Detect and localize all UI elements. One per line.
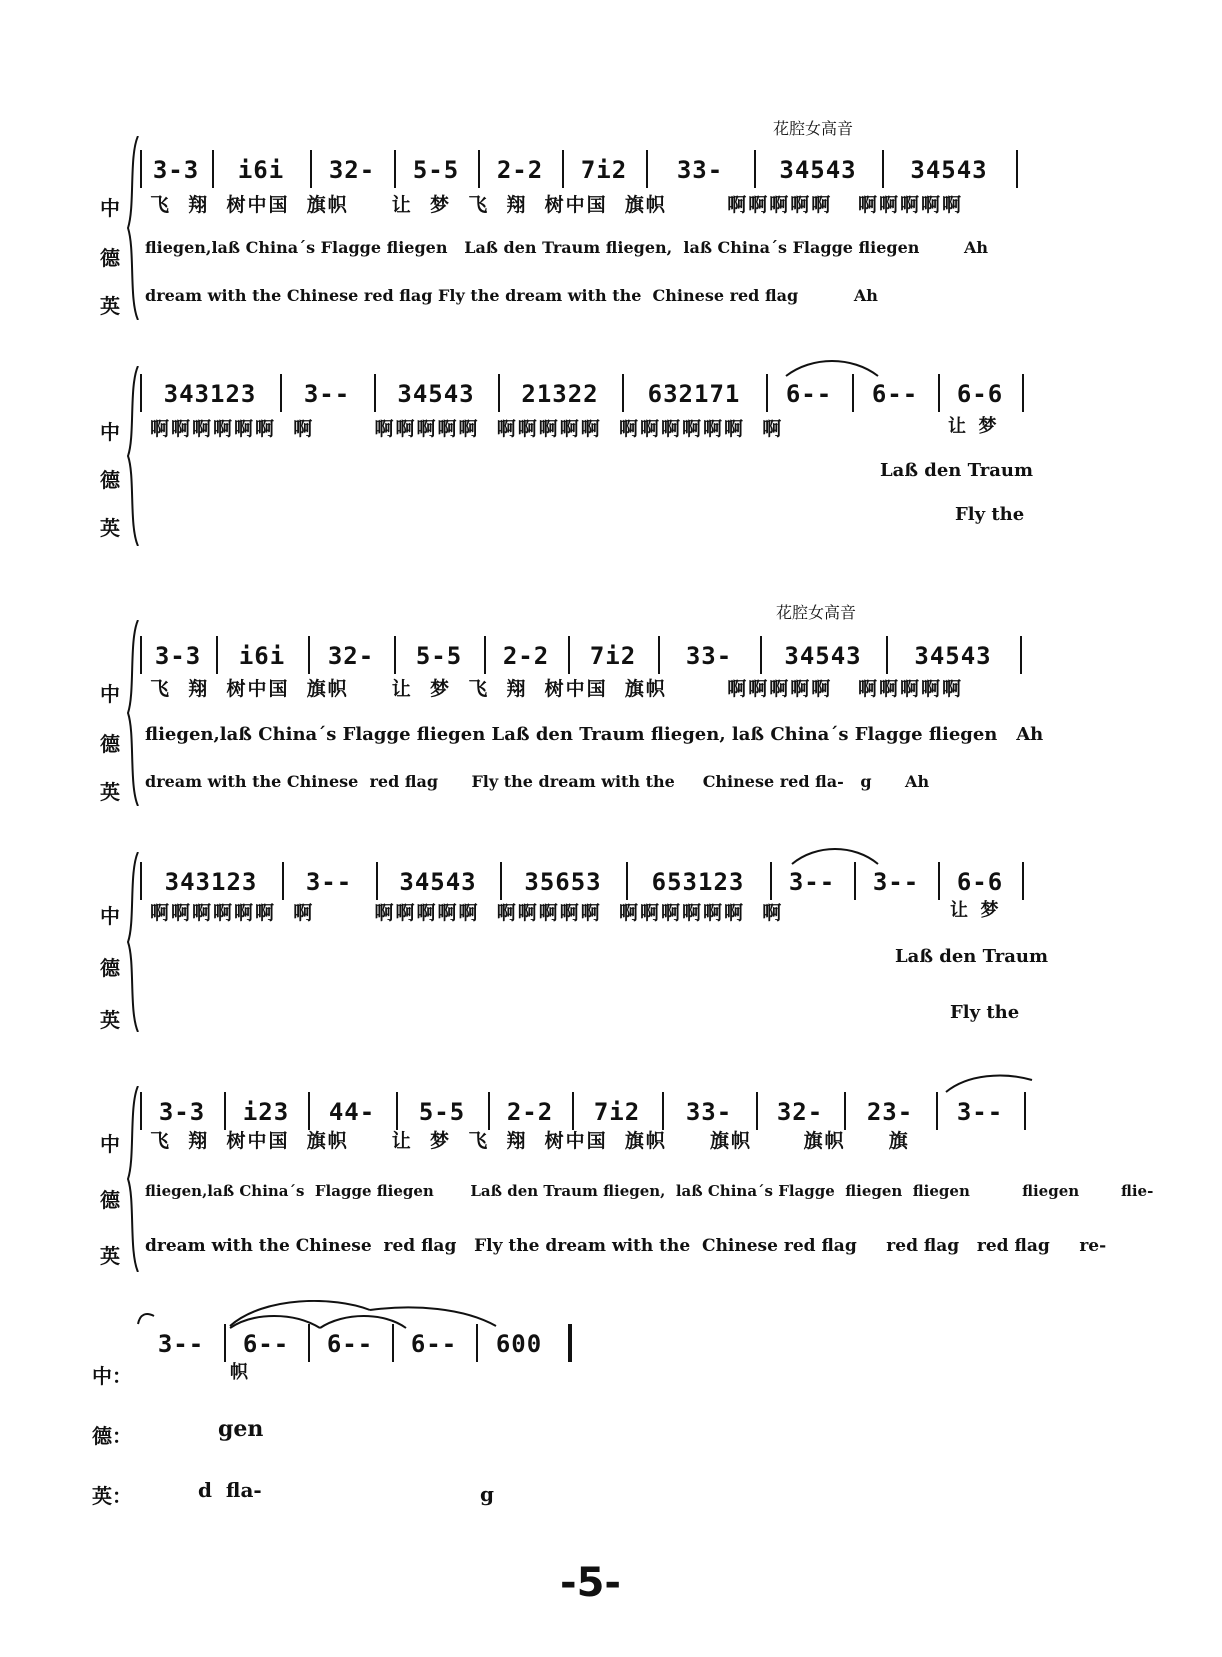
lyrics-zh-right: 让 梦 (948, 416, 997, 437)
label-en: 英 (100, 516, 120, 540)
measure: i6i (238, 642, 286, 670)
measure: 3-- (788, 868, 836, 896)
measure: 34543 (914, 642, 992, 670)
label-en: 英 (100, 780, 120, 804)
lyrics-en: dream with the Chinese red flag Fly the dream with the Chinese red flag Ah (145, 286, 878, 305)
measure: 21322 (521, 380, 599, 408)
lyrics-en: dream with the Chinese red flag Fly the dream with the Chinese red fla- g Ah (145, 772, 930, 791)
measure: 34543 (784, 642, 862, 670)
system-2 (0, 356, 1222, 546)
annotation-coloratura-soprano: 花腔女高音 (776, 603, 857, 622)
measure: 7i2 (589, 642, 637, 670)
measure: 34543 (399, 868, 477, 896)
measure: 2-2 (502, 642, 550, 670)
measure: 2-2 (506, 1098, 554, 1126)
lyrics-en: d fla- (198, 1478, 262, 1502)
measure: 3-- (872, 868, 920, 896)
lyrics-zh: 飞 翔 树中国 旗帜 让 梦 飞 翔 树中国 旗帜 啊啊啊啊啊 啊啊啊啊啊 (150, 194, 964, 216)
measure: 632171 (647, 380, 741, 408)
measure: 6-- (410, 1330, 458, 1358)
system-brace (127, 1086, 139, 1272)
tie (782, 358, 882, 378)
system-final (0, 1300, 1222, 1530)
lyrics-zh: 飞 翔 树中国 旗帜 让 梦 飞 翔 树中国 旗帜 旗帜 旗帜 旗 (150, 1130, 910, 1152)
label-en: 英 (100, 294, 120, 318)
label-zh: 中： (92, 1364, 132, 1388)
lyrics-de: fliegen,laß China´s Flagge fliegen Laß den Traum fliegen, laß China´s Flagge fliegen Ah (145, 724, 1044, 745)
notation-line (140, 134, 1120, 194)
measure: 7i2 (580, 156, 628, 184)
lyrics-en: dream with the Chinese red flag Fly the dream with the Chinese red flag red flag red flag re- (145, 1236, 1107, 1256)
measure: 3-- (303, 380, 351, 408)
measure: 5-5 (415, 642, 463, 670)
label-en: 英： (92, 1484, 132, 1508)
lyrics-de: gen (218, 1416, 264, 1442)
system-brace (127, 620, 139, 806)
measure: 600 (495, 1330, 543, 1358)
lyrics-de-right: Laß den Traum (895, 946, 1049, 967)
lyrics-zh: 飞 翔 树中国 旗帜 让 梦 飞 翔 树中国 旗帜 啊啊啊啊啊 啊啊啊啊啊 (150, 678, 964, 700)
lyrics-de: fliegen,laß China´s Flagge fliegen Laß den Traum fliegen, laß China´s Flagge fliegen fliegen fliegen flie- (145, 1182, 1154, 1200)
label-de: 德 (100, 1188, 120, 1212)
final-barline (568, 1324, 572, 1362)
tie (134, 1300, 514, 1334)
label-en: 英 (100, 1008, 120, 1032)
system-4 (0, 846, 1222, 1036)
label-de: 德 (100, 246, 120, 270)
measure: 3-- (305, 868, 353, 896)
system-brace (127, 136, 139, 320)
measure: 44- (328, 1098, 376, 1126)
measure: 33- (685, 642, 733, 670)
page-number: -5- (560, 1560, 622, 1606)
label-zh: 中 (100, 196, 120, 220)
system-5 (0, 1074, 1222, 1274)
measure: i23 (242, 1098, 290, 1126)
measure: 35653 (524, 868, 602, 896)
measure: 32- (776, 1098, 824, 1126)
notation-line (140, 358, 1120, 418)
measure: 34543 (779, 156, 857, 184)
tie (942, 1074, 1034, 1094)
label-de: 德 (100, 468, 120, 492)
tie (788, 846, 882, 866)
measure: 6-6 (956, 380, 1004, 408)
measure: 653123 (651, 868, 745, 896)
notation-line (140, 620, 1120, 680)
lyrics-zh: 帜 (230, 1362, 248, 1383)
annotation-coloratura-soprano: 花腔女高音 (773, 119, 854, 138)
lyrics-de-right: Laß den Traum (880, 460, 1034, 481)
label-de: 德： (92, 1424, 132, 1448)
measure: 6-- (871, 380, 919, 408)
measure: 34543 (397, 380, 475, 408)
measure: 6-- (785, 380, 833, 408)
measure: 23- (866, 1098, 914, 1126)
measure: 32- (327, 642, 375, 670)
label-zh: 中 (100, 420, 120, 444)
label-zh: 中 (100, 904, 120, 928)
lyrics-de: fliegen,laß China´s Flagge fliegen Laß den Traum fliegen, laß China´s Flagge fliegen Ah (145, 238, 988, 257)
system-brace (127, 852, 139, 1032)
label-zh: 中 (100, 682, 120, 706)
label-en: 英 (100, 1244, 120, 1268)
measure: 3-3 (154, 642, 202, 670)
measure: 7i2 (593, 1098, 641, 1126)
measure: 343123 (163, 380, 257, 408)
measure: 32- (328, 156, 376, 184)
measure: 5-5 (412, 156, 460, 184)
lyrics-zh: 啊啊啊啊啊啊 啊 啊啊啊啊啊 啊啊啊啊啊 啊啊啊啊啊啊 啊 (150, 902, 784, 924)
system-3 (0, 596, 1222, 806)
label-zh: 中 (100, 1132, 120, 1156)
system-1 (0, 110, 1222, 320)
measure: 3-- (956, 1098, 1004, 1126)
measure: 3-- (157, 1330, 205, 1358)
label-de: 德 (100, 956, 120, 980)
lyrics-en: g (480, 1482, 494, 1506)
measure: 6-- (242, 1330, 290, 1358)
measure: 2-2 (496, 156, 544, 184)
measure: 5-5 (418, 1098, 466, 1126)
label-de: 德 (100, 732, 120, 756)
lyrics-zh-right: 让 梦 (950, 900, 999, 921)
measure: 6-- (326, 1330, 374, 1358)
lyrics-en-right: Fly the (950, 1002, 1020, 1023)
measure: 343123 (164, 868, 258, 896)
measure: 34543 (910, 156, 988, 184)
measure: 3-3 (158, 1098, 206, 1126)
measure: 33- (685, 1098, 733, 1126)
measure: 3-3 (152, 156, 200, 184)
measure: 6-6 (956, 868, 1004, 896)
measure: 33- (676, 156, 724, 184)
measure: i6i (237, 156, 285, 184)
system-brace (127, 366, 139, 546)
lyrics-en-right: Fly the (955, 504, 1025, 525)
lyrics-zh: 啊啊啊啊啊啊 啊 啊啊啊啊啊 啊啊啊啊啊 啊啊啊啊啊啊 啊 (150, 418, 784, 440)
